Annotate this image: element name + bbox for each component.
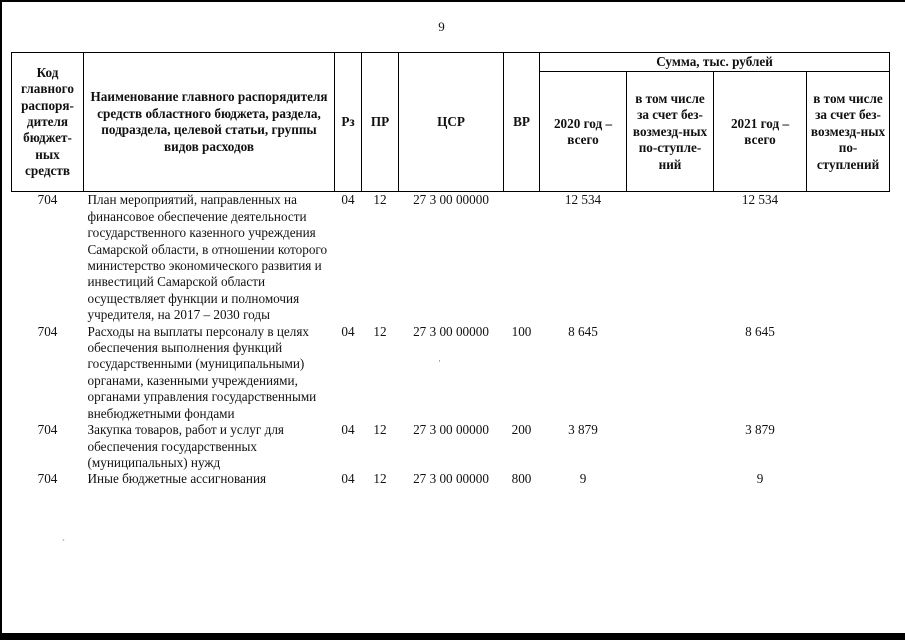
row-2021-total: 8 645: [745, 323, 775, 339]
row-rz: 04: [341, 471, 355, 487]
header-2020-total: 2020 год – всего: [540, 72, 627, 192]
row-csr: 27 3 00 00000: [413, 422, 489, 438]
table-row: [12, 192, 890, 324]
scan-border-left: [0, 0, 2, 640]
row-vr: 200: [511, 422, 532, 438]
row-2021-grants: [807, 324, 890, 422]
row-rz: 04: [341, 192, 355, 208]
row-name: Расходы на выплаты персоналу в целях обеспечения выполнения функций государственными (муниципальными) органами, казенными учреждениями, органами управления государственными внебюджетными фондами: [87, 323, 317, 421]
row-2020-total: 12 534: [564, 192, 602, 208]
header-pr: ПР: [362, 53, 399, 192]
scan-speck: ·: [438, 356, 441, 366]
row-vr: [504, 192, 540, 324]
row-2021-total: 9: [756, 471, 764, 487]
header-2020-grants: в том числе за счет без-возмезд-ных по-ступле-ний: [627, 72, 714, 192]
row-2021-grants: [807, 471, 890, 487]
row-code: 704: [37, 471, 58, 487]
row-2021-grants: [807, 192, 890, 324]
row-vr: 100: [511, 323, 532, 339]
scan-speck: `: [62, 538, 65, 548]
row-rz: 04: [341, 422, 355, 438]
row-2020-total: 9: [579, 471, 587, 487]
header-2021-total: 2021 год – всего: [714, 72, 807, 192]
row-code: 704: [37, 323, 58, 339]
row-2020-total: 8 645: [568, 323, 598, 339]
row-vr: 800: [511, 471, 532, 487]
row-2021-total: 12 534: [741, 192, 779, 208]
table-header: [12, 53, 890, 192]
row-code: 704: [37, 192, 58, 208]
budget-table: [11, 52, 890, 488]
table-row: [12, 324, 890, 422]
header-code: Код главного распоря-дителя бюджет-ных средств: [12, 53, 84, 192]
table-body: [12, 192, 890, 488]
row-2021-grants: [807, 422, 890, 471]
row-pr: 12: [373, 471, 387, 487]
page-number: 9: [438, 19, 445, 34]
row-csr: 27 3 00 00000: [413, 192, 489, 208]
header-vr: ВР: [504, 53, 540, 192]
scan-border-bottom: [0, 633, 905, 640]
row-2020-grants: [627, 471, 714, 487]
row-csr: 27 3 00 00000: [413, 323, 489, 339]
row-code: 704: [37, 422, 58, 438]
table-row: [12, 471, 890, 487]
row-2021-total: 3 879: [745, 422, 775, 438]
row-2020-grants: [627, 192, 714, 324]
row-2020-grants: [627, 324, 714, 422]
row-pr: 12: [373, 192, 387, 208]
header-rz: Рз: [335, 53, 362, 192]
header-csr: ЦСР: [399, 53, 504, 192]
row-rz: 04: [341, 323, 355, 339]
header-2021-grants: в том числе за счет без-возмезд-ных по-ступлений: [807, 72, 890, 192]
header-sum: Сумма, тыс. рублей: [540, 53, 890, 72]
row-pr: 12: [373, 422, 387, 438]
row-2020-grants: [627, 422, 714, 471]
row-2020-total: 3 879: [568, 422, 598, 438]
row-name: План мероприятий, направленных на финансовое обеспечение деятельности государственного казенного учреждения Самарской области, в отношении которого министерство экономического развития и инвестиций Самарской области осуществляет функции и полномочия учредителя, на 2017 – 2030 годы: [87, 192, 328, 323]
table-row: [12, 422, 890, 471]
scan-border-top: [0, 0, 905, 2]
row-csr: 27 3 00 00000: [413, 471, 489, 487]
header-name: Наименование главного распорядителя средств областного бюджета, раздела, подраздела, целевой статьи, группы видов расходов: [84, 53, 335, 192]
row-name: Закупка товаров, работ и услуг для обеспечения государственных (муниципальных) нужд: [87, 422, 284, 470]
row-pr: 12: [373, 323, 387, 339]
row-name: Иные бюджетные ассигнования: [87, 471, 267, 487]
